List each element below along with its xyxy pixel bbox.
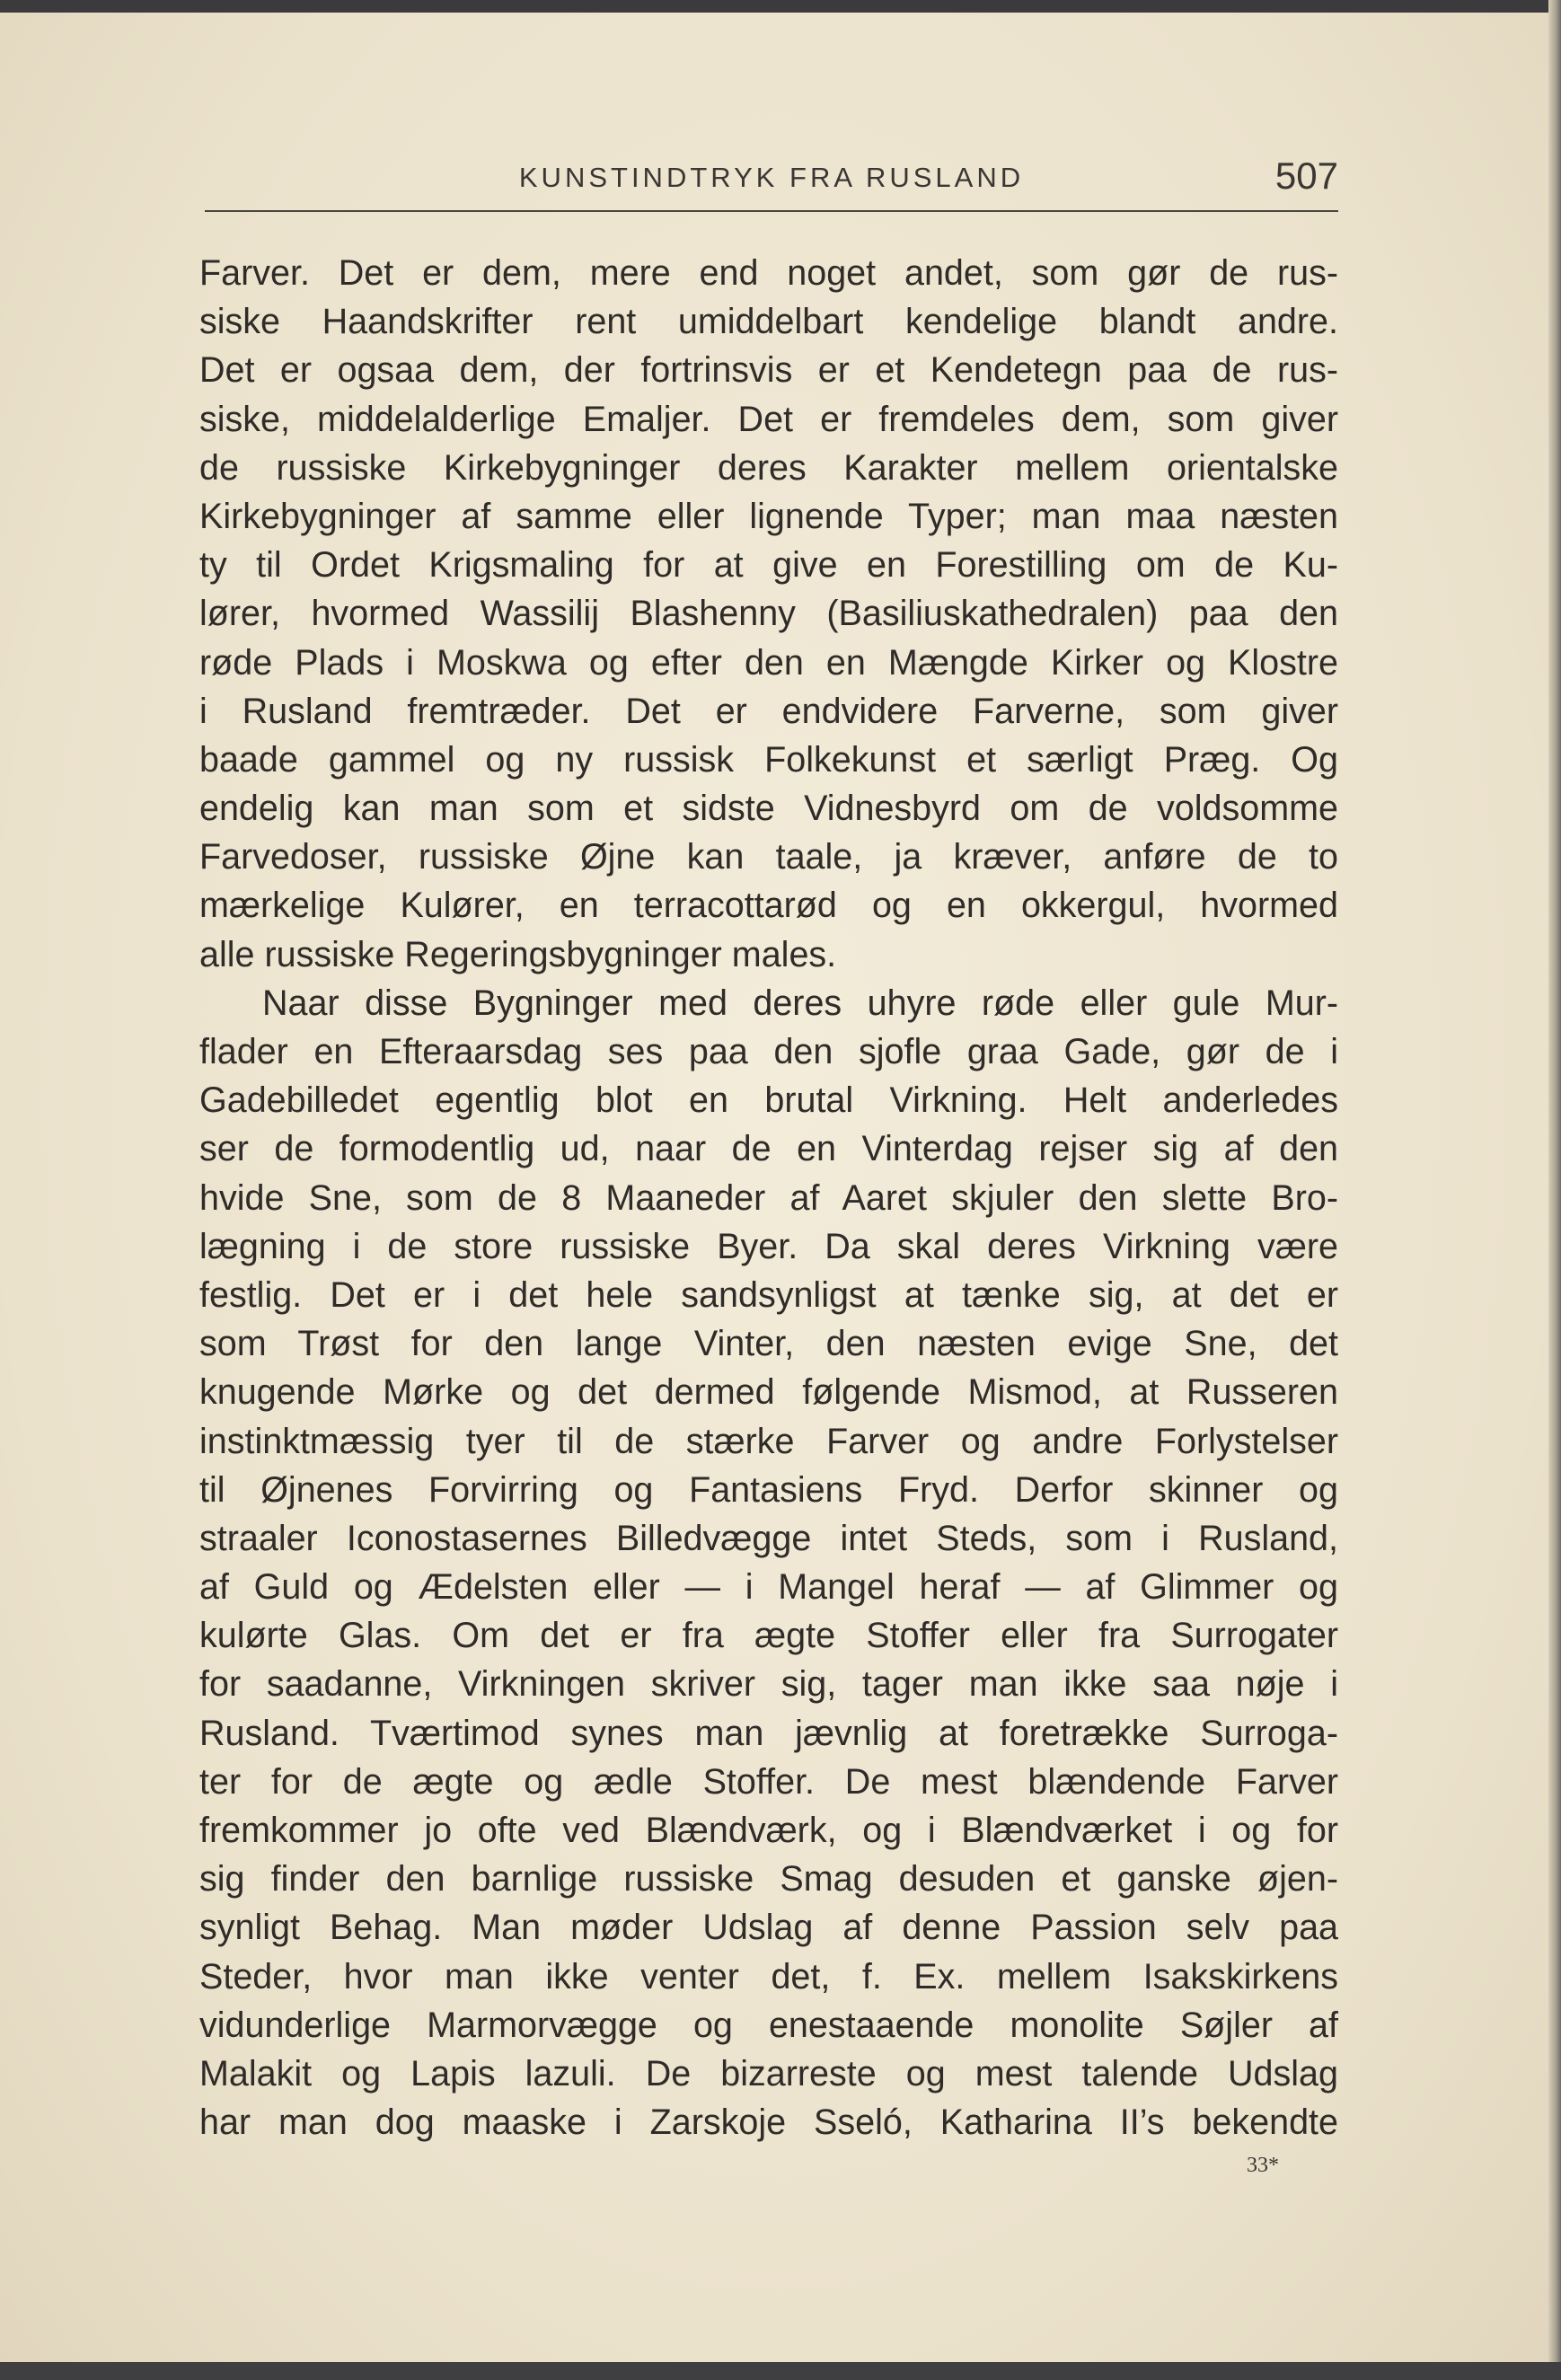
text-line: Det er ogsaa dem, der fortrinsvis er et Kendetegn paa de rus-: [199, 350, 1338, 391]
page-number: 507: [1274, 154, 1338, 197]
text-line: røde Plads i Moskwa og efter den en Mængde Kirker og Klostre: [199, 642, 1338, 683]
text-line: hvide Sne, som de 8 Maaneder af Aaret skjuler den slette Bro-: [199, 1177, 1338, 1218]
scan-border-bottom: [0, 2362, 1561, 2380]
text-line: af Guld og Ædelsten eller — i Mangel heraf — af Glimmer og: [199, 1567, 1338, 1608]
text-line: baade gammel og ny russisk Folkekunst et særligt Præg. Og: [199, 739, 1338, 780]
text-line: for saadanne, Virkningen skriver sig, tager man ikke saa nøje i: [199, 1664, 1338, 1705]
text-line: siske Haandskrifter rent umiddelbart kendelige blandt andre.: [199, 302, 1338, 342]
text-line: har man dog maaske i Zarskoje Sseló, Katharina II’s bekendte: [199, 2102, 1338, 2143]
text-line: Farver. Det er dem, mere end noget andet, som gør de rus-: [199, 253, 1338, 293]
scan-border-top: [0, 0, 1561, 13]
signature-mark: 33*: [1247, 2154, 1279, 2177]
text-line: instinktmæssig tyer til de stærke Farver og andre Forlystelser: [199, 1421, 1338, 1461]
text-line: knugende Mørke og det dermed følgende Mismod, at Russeren: [199, 1372, 1338, 1413]
running-head: [205, 154, 1338, 205]
text-line: Steder, hvor man ikke venter det, f. Ex. mellem Isakskirkens: [199, 1956, 1338, 1997]
text-line: straaler Iconostasernes Billedvægge intet Steds, som i Rusland,: [199, 1518, 1338, 1558]
running-title: KUNSTINDTRYK FRA RUSLAND: [518, 162, 1025, 193]
text-line: ty til Ordet Krigsmaling for at give en Forestilling om de Ku-: [199, 545, 1338, 586]
text-line: sig finder den barnlige russiske Smag desuden et ganske øjen-: [199, 1859, 1338, 1900]
text-line: Rusland. Tværtimod synes man jævnlig at foretrække Surroga-: [199, 1713, 1338, 1753]
text-line: Malakit og Lapis lazuli. De bizarreste og mest talende Udslag: [199, 2053, 1338, 2094]
text-line: i Rusland fremtræder. Det er endvidere Farverne, som giver: [199, 691, 1338, 731]
text-line: flader en Efteraarsdag ses paa den sjofle graa Gade, gør de i: [199, 1032, 1338, 1071]
text-line: Naar disse Bygninger med deres uhyre røde eller gule Mur-: [262, 983, 1338, 1023]
header-rule: [205, 210, 1338, 212]
text-line: vidunderlige Marmorvægge og enestaaende monolite Søjler af: [199, 2005, 1338, 2045]
scan-border-right: [1548, 0, 1561, 2380]
text-line: lører, hvormed Wassilij Blashenny (Basiliuskathedralen) paa den: [199, 594, 1338, 634]
text-line: ter for de ægte og ædle Stoffer. De mest blændende Farver: [199, 1761, 1338, 1802]
text-line: til Øjnenes Forvirring og Fantasiens Fryd. Derfor skinner og: [199, 1469, 1338, 1510]
text-line: de russiske Kirkebygninger deres Karakter mellem orientalske: [199, 447, 1338, 488]
text-line: lægning i de store russiske Byer. Da skal deres Virkning være: [199, 1226, 1338, 1266]
text-line: som Trøst for den lange Vinter, den næsten evige Sne, det: [199, 1324, 1338, 1364]
text-line: mærkelige Kulører, en terracottarød og en okkergul, hvormed: [199, 886, 1338, 926]
text-line: Kirkebygninger af samme eller lignende Typer; man maa næsten: [199, 496, 1338, 536]
text-line: synligt Behag. Man møder Udslag af denne Passion selv paa: [199, 1908, 1338, 1948]
text-line: endelig kan man som et sidste Vidnesbyrd om de voldsomme: [199, 789, 1338, 829]
text-line: fremkommer jo ofte ved Blændværk, og i Blændværket i og for: [199, 1811, 1338, 1850]
body-text: [199, 249, 1338, 2146]
text-line: alle russiske Regeringsbygninger males.: [199, 934, 837, 974]
text-line: kulørte Glas. Om det er fra ægte Stoffer eller fra Surrogater: [199, 1616, 1338, 1656]
text-line: siske, middelalderlige Emaljer. Det er fremdeles dem, som giver: [199, 399, 1338, 439]
text-line: Gadebilledet egentlig blot en brutal Virkning. Helt anderledes: [199, 1080, 1338, 1121]
text-line: Farvedoser, russiske Øjne kan taale, ja kræver, anføre de to: [199, 837, 1338, 877]
text-line: festlig. Det er i det hele sandsynligst at tænke sig, at det er: [199, 1274, 1338, 1315]
text-line: ser de formodentlig ud, naar de en Vinterdag rejser sig af den: [199, 1129, 1338, 1169]
